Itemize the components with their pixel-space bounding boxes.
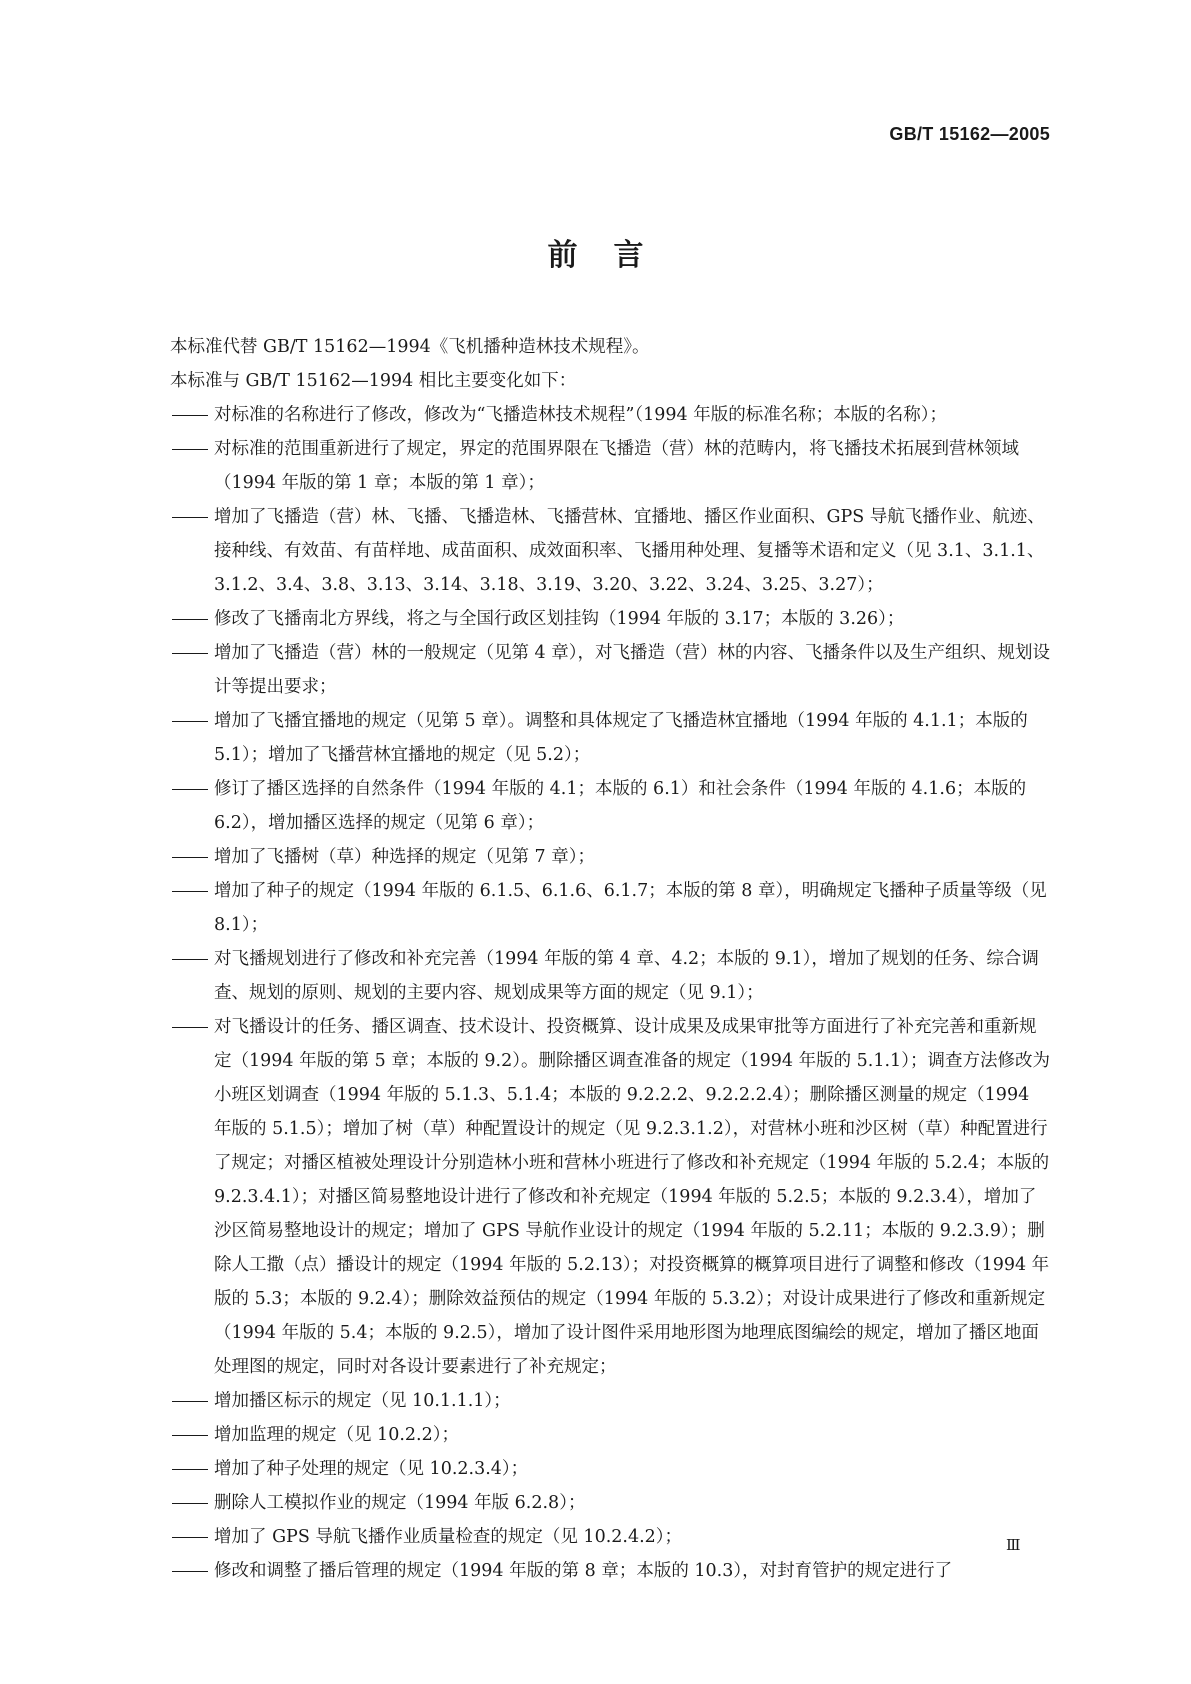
em-dash — [170, 398, 214, 432]
change-list-item — [170, 500, 1050, 602]
change-list-item — [170, 1554, 1050, 1588]
change-list-item — [170, 1486, 1050, 1520]
change-list-item — [170, 636, 1050, 704]
item-text: 增加了 GPS 导航飞播作业质量检查的规定（见 10.2.4.2）； — [214, 1527, 683, 1547]
change-list-item — [170, 1418, 1050, 1452]
change-list-item — [170, 840, 1050, 874]
change-list-item — [170, 704, 1050, 772]
em-dash — [170, 1418, 214, 1452]
em-dash — [170, 1554, 214, 1588]
item-text: 增加监理的规定（见 10.2.2）； — [214, 1425, 459, 1445]
intro-paragraph: 本标准代替 GB/T 15162—1994《飞机播种造林技术规程》。 — [170, 337, 650, 357]
em-dash — [170, 432, 214, 466]
change-list-item — [170, 1010, 1050, 1384]
em-dash — [170, 636, 214, 670]
item-text: 修改和调整了播后管理的规定（1994 年版的第 8 章；本版的 10.3），对封育管护的规定进行了 — [214, 1561, 953, 1581]
em-dash — [170, 942, 214, 976]
change-list-item — [170, 942, 1050, 1010]
item-text: 对飞播设计的任务、播区调查、技术设计、投资概算、设计成果及成果审批等方面进行了补充完善和重新规定（1994 年版的第 5 章；本版的 9.2）。删除播区调查准备的规定（1994 年版的 5.1.1）；调查方法修改为小班区划调查（1994 年版的 5.1.3、5.1.4；本版的 9.2.2.2、9.2.2.2.4）；删除播区测量的规定（1994 年版的 5.1.5）；增加了树（草）种配置设计的规定（见 9.2.3.1.2），对营林小班和沙区树（草）种配置进行了规定；对播区植被处理设计分别造林小班和营林小班进行了修改和补充规定（1994 年版的 5.2.4；本版的 9.2.3.4.1）；对播区简易整地设计进行了修改和补充规定（1994 年版的 5.2.5；本版的 9.2.3.4），增加了沙区简易整地设计的规定；增加了 GPS 导航作业设计的规定（1994 年版的 5.2.11；本版的 9.2.3.9）；删除人工撒（点）播设计的规定（1994 年版的 5.2.13）；对投资概算的概算项目进行了调整和修改（1994 年版的 5.3；本版的 9.2.4）；删除效益预估的规定（1994 年版的 5.3.2）；对设计成果进行了修改和重新规定（1994 年版的 5.4；本版的 9.2.5），增加了设计图件采用地形图为地理底图编绘的规定，增加了播区地面处理图的规定，同时对各设计要素进行了补充规定； — [214, 1017, 1050, 1377]
change-list-item — [170, 1384, 1050, 1418]
item-text: 对飞播规划进行了修改和补充完善（1994 年版的第 4 章、4.2；本版的 9.1），增加了规划的任务、综合调查、规划的原则、规划的主要内容、规划成果等方面的规定（见 9.1）； — [214, 949, 1039, 1003]
em-dash — [170, 840, 214, 874]
item-text: 增加了飞播树（草）种选择的规定（见第 7 章）； — [214, 847, 596, 867]
intro-paragraph: 本标准与 GB/T 15162—1994 相比主要变化如下： — [170, 371, 577, 391]
item-text: 增加了飞播造（营）林的一般规定（见第 4 章），对飞播造（营）林的内容、飞播条件以及生产组织、规划设计等提出要求； — [214, 643, 1051, 697]
change-list-item — [170, 432, 1050, 500]
item-text: 修订了播区选择的自然条件（1994 年版的 4.1；本版的 6.1）和社会条件（1994 年版的 4.1.6；本版的 6.2），增加播区选择的规定（见第 6 章）； — [214, 779, 1027, 833]
em-dash — [170, 1486, 214, 1520]
em-dash — [170, 1010, 214, 1044]
em-dash — [170, 1384, 214, 1418]
em-dash — [170, 772, 214, 806]
item-text: 增加了种子处理的规定（见 10.2.3.4）； — [214, 1459, 529, 1479]
change-list-item — [170, 772, 1050, 840]
change-list-item — [170, 1452, 1050, 1486]
change-list-item — [170, 398, 1050, 432]
foreword-body — [170, 330, 1050, 1588]
item-text: 修改了飞播南北方界线，将之与全国行政区划挂钩（1994 年版的 3.17；本版的 3.26）； — [214, 609, 905, 629]
em-dash — [170, 500, 214, 534]
em-dash — [170, 1452, 214, 1486]
em-dash — [170, 1520, 214, 1554]
change-list-item — [170, 1520, 1050, 1554]
page-number: Ⅲ — [1006, 1536, 1020, 1554]
change-list-item — [170, 602, 1050, 636]
page-title: 前言 — [547, 238, 680, 273]
change-list-item — [170, 874, 1050, 942]
em-dash — [170, 704, 214, 738]
item-text: 增加播区标示的规定（见 10.1.1.1）； — [214, 1391, 511, 1411]
item-text: 对标准的名称进行了修改，修改为“飞播造林技术规程”（1994 年版的标准名称；本版的名称）； — [214, 405, 947, 425]
item-text: 增加了飞播造（营）林、飞播、飞播造林、飞播营林、宜播地、播区作业面积、GPS 导航飞播作业、航迹、接种线、有效苗、有苗样地、成苗面积、成效面积率、飞播用种处理、复播等术语和定义（见 3.1、3.1.1、3.1.2、3.4、3.8、3.13、3.14、3.18、3.19、3.20、3.22、3.24、3.25、3.27）； — [214, 507, 1045, 595]
standard-code: GB/T 15162—2005 — [889, 124, 1050, 144]
em-dash — [170, 602, 214, 636]
em-dash — [170, 874, 214, 908]
item-text: 删除人工模拟作业的规定（1994 年版 6.2.8）； — [214, 1493, 586, 1513]
item-text: 对标准的范围重新进行了规定，界定的范围界限在飞播造（营）林的范畴内，将飞播技术拓展到营林领域（1994 年版的第 1 章；本版的第 1 章）； — [214, 439, 1019, 493]
item-text: 增加了飞播宜播地的规定（见第 5 章）。调整和具体规定了飞播造林宜播地（1994 年版的 4.1.1；本版的 5.1）；增加了飞播营林宜播地的规定（见 5.2）； — [214, 711, 1028, 765]
item-text: 增加了种子的规定（1994 年版的 6.1.5、6.1.6、6.1.7；本版的第 8 章），明确规定飞播种子质量等级（见 8.1）； — [214, 881, 1047, 935]
